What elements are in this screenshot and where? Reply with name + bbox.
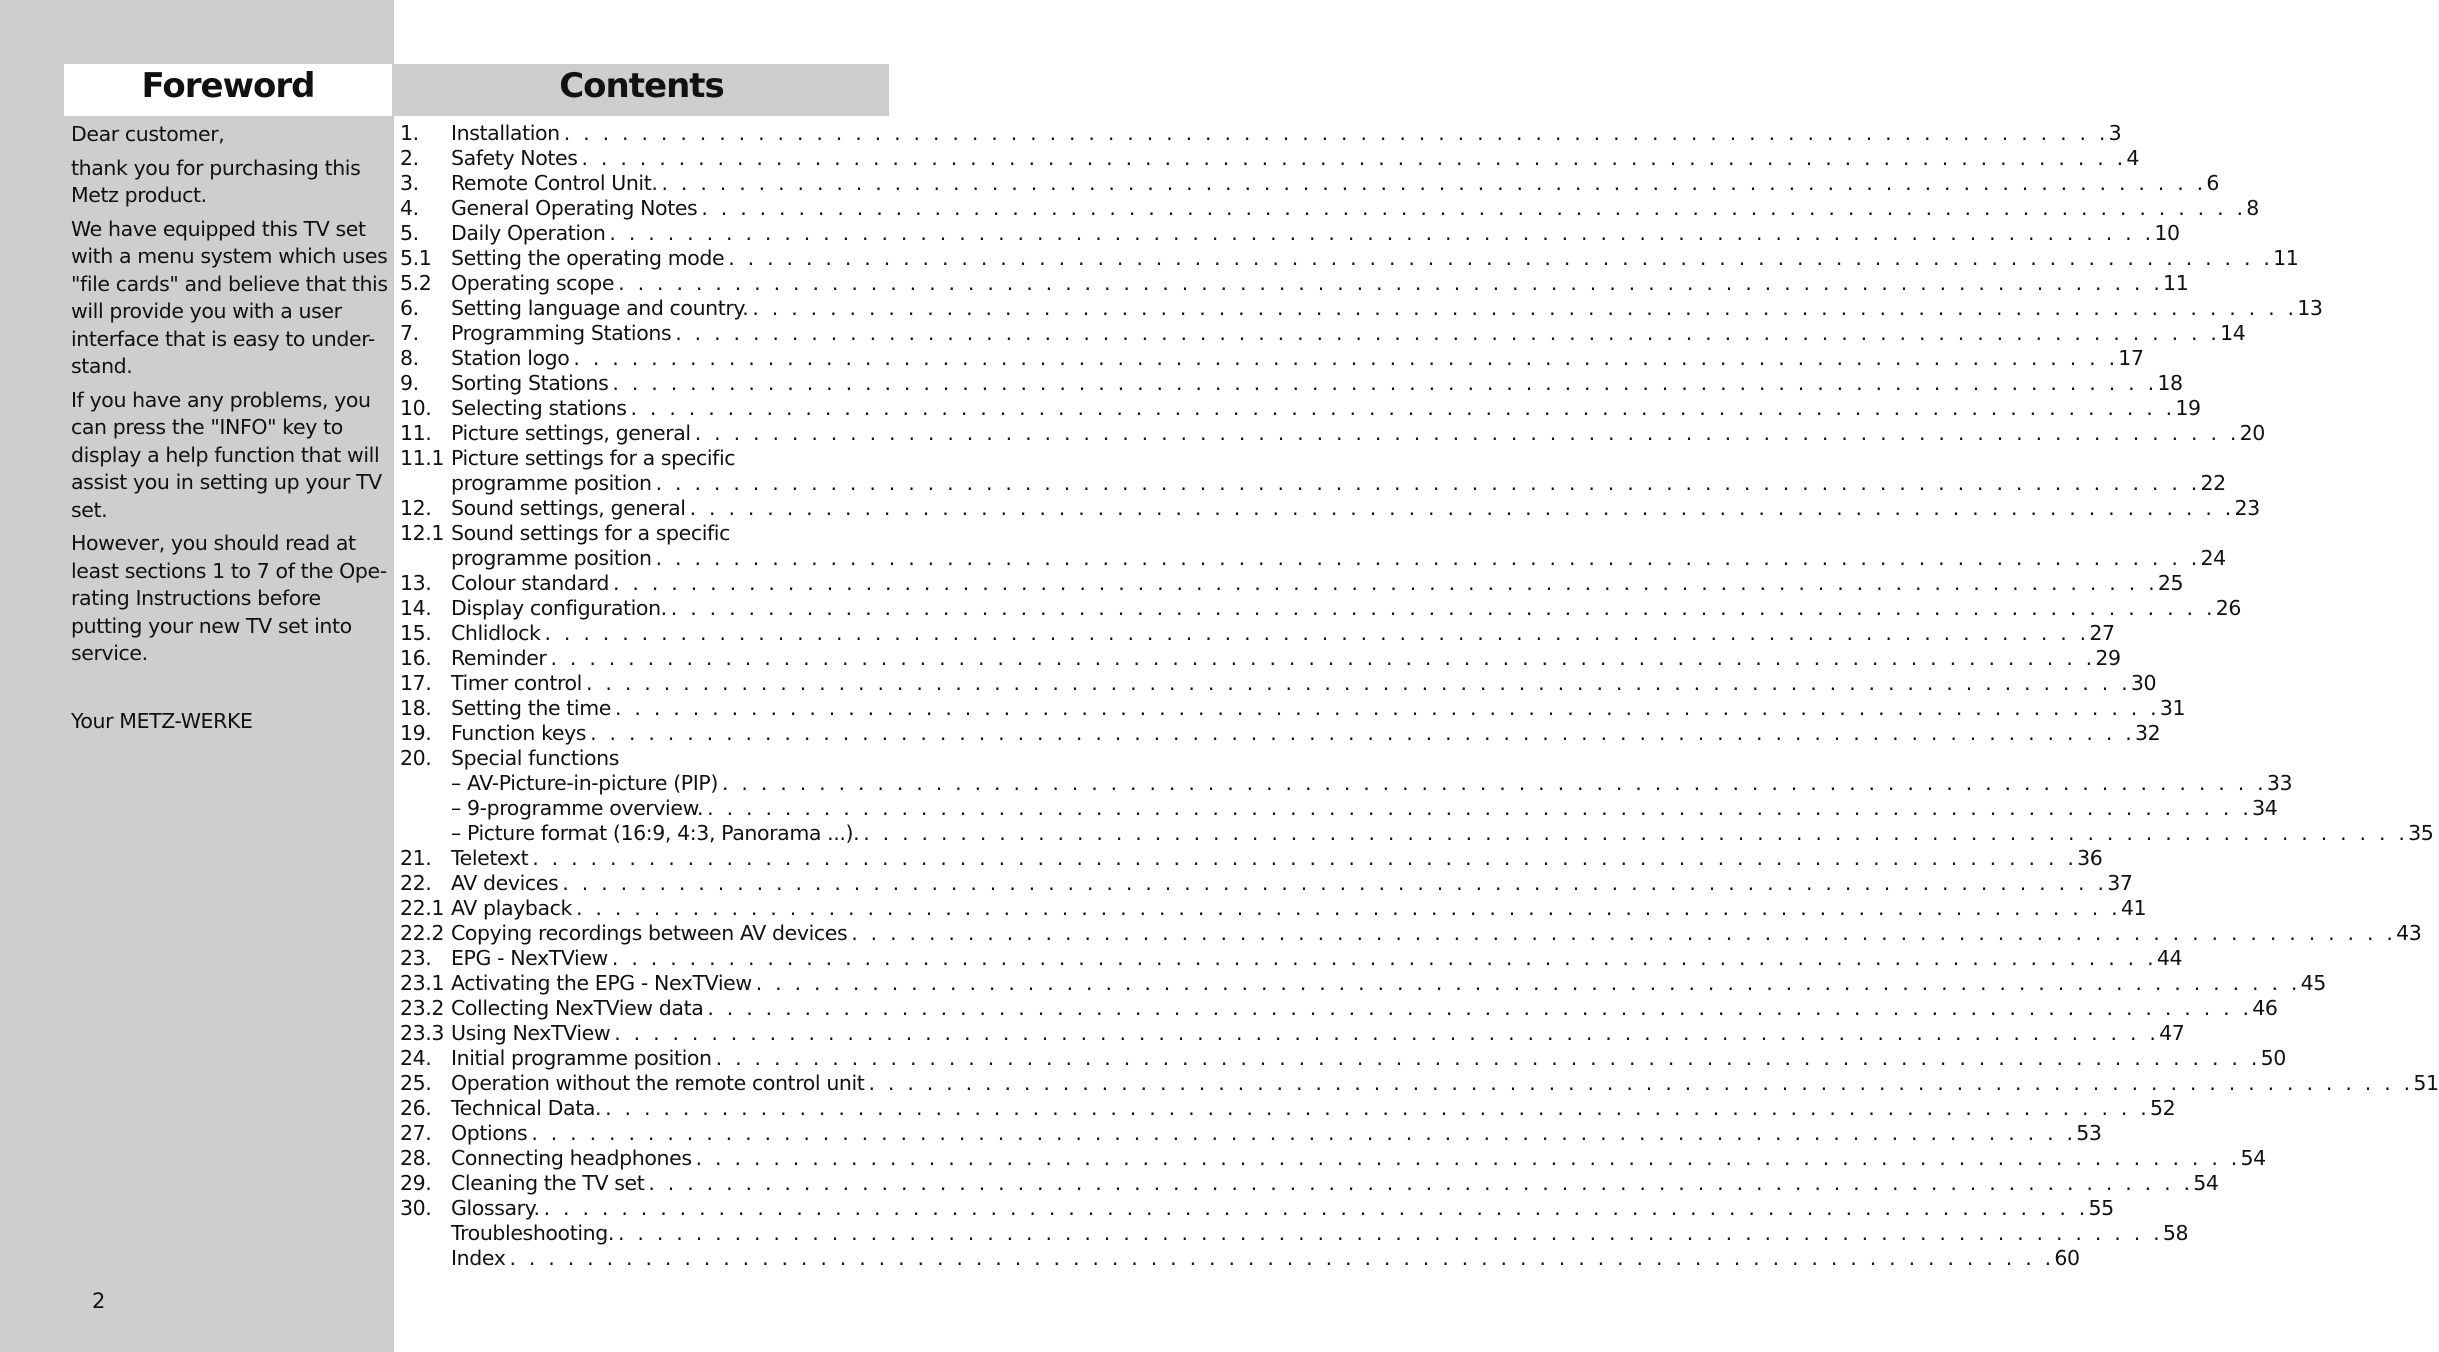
toc-entry-title: Programming Stations	[451, 321, 672, 345]
toc-entry-number: 22.2	[400, 921, 445, 945]
toc-entry-title: Copying recordings between AV devices	[451, 921, 848, 945]
toc-entry-page: 54	[2240, 1146, 2266, 1170]
toc-entry-line	[451, 596, 2241, 621]
foreword-paragraph: If you have any problems, you can press the "INFO" key to display a help function that will assist you in setting up your TV set.	[71, 387, 382, 522]
toc-entry	[400, 546, 2226, 571]
toc-entry-page: 11	[2273, 246, 2299, 270]
toc-entry-title: Remote Control Unit.	[451, 171, 658, 195]
toc-entry-page: 47	[2159, 1021, 2185, 1045]
toc-entry	[400, 796, 2278, 821]
toc-dot-leader: . . . . . . . . . . . . . . . . . . . . . . . . . . . . . . . . . . . . . . . . . . . . . . . . . . . . . . . . . . . . . . . . . . . . . . . . . . . . . . . .	[694, 421, 2240, 445]
toc-entry	[400, 271, 2189, 296]
toc-entry-title: Collecting NexTView data	[451, 996, 704, 1020]
toc-entry	[400, 996, 2278, 1021]
toc-entry-number: 13.	[400, 571, 432, 595]
toc-dot-leader: . . . . . . . . . . . . . . . . . . . . . . . . . . . . . . . . . . . . . . . . . . . . . . . . . . . . . . . . . . . . . . . . . . . . . . . . . . . . . . . .	[675, 321, 2221, 345]
toc-entry-page: 11	[2163, 271, 2189, 295]
toc-entry-line	[451, 921, 2422, 946]
toc-dot-leader: . . . . . . . . . . . . . . . . . . . . . . . . . . . . . . . . . . . . . . . . . . . . . . . . . . . . . . . . . . . . . . . . . . . . . . . . . . . . . . . .	[655, 471, 2201, 495]
toc-entry-line	[451, 1121, 2102, 1146]
toc-entry-page: 33	[2266, 771, 2293, 795]
toc-entry	[400, 121, 2122, 146]
toc-entry-page: 10	[2154, 221, 2180, 245]
toc-entry-number: 10.	[400, 396, 432, 420]
toc-entry-title: Safety Notes	[451, 146, 578, 170]
toc-entry	[400, 671, 2157, 696]
toc-entry-number: 24.	[400, 1046, 432, 1070]
toc-entry-page: 46	[2252, 996, 2278, 1020]
toc-entry-page: 44	[2156, 946, 2183, 970]
toc-entry-line	[451, 1096, 2176, 1121]
table-of-contents	[400, 121, 2439, 1271]
toc-entry-page: 6	[2206, 171, 2220, 195]
toc-entry-number: 6.	[400, 296, 419, 320]
toc-entry-line	[451, 146, 2140, 171]
toc-entry-page: 45	[2300, 971, 2326, 995]
toc-entry-page: 50	[2260, 1046, 2286, 1070]
toc-entry-line	[451, 271, 2189, 296]
toc-entry-title: Operation without the remote control unit	[451, 1071, 865, 1095]
toc-entry-number: 8.	[400, 346, 419, 370]
toc-entry-title: Daily Operation	[451, 221, 606, 245]
toc-entry-line	[451, 796, 2278, 821]
toc-entry-page: 35	[2408, 821, 2434, 845]
toc-dot-leader: . . . . . . . . . . . . . . . . . . . . . . . . . . . . . . . . . . . . . . . . . . . . . . . . . . . . . . . . . . . . . . . . . . . . . . . . . . . . . . . .	[562, 871, 2108, 895]
toc-entry	[400, 396, 2201, 421]
toc-dot-leader: . . . . . . . . . . . . . . . . . . . . . . . . . . . . . . . . . . . . . . . . . . . . . . . . . . . . . . . . . . . . . . . . . . . . . . . . . . . . . . . .	[563, 121, 2109, 145]
toc-entry-page: 27	[2089, 621, 2115, 645]
toc-entry-title: Technical Data.	[451, 1096, 602, 1120]
toc-entry	[400, 1021, 2185, 1046]
toc-dot-leader: . . . . . . . . . . . . . . . . . . . . . . . . . . . . . . . . . . . . . . . . . . . . . . . . . . . . . . . . . . . . . . . . . . . . . . . . . . . . . . . .	[695, 1146, 2241, 1170]
toc-entry-title: Initial programme position	[451, 1046, 712, 1070]
toc-dot-leader: . . . . . . . . . . . . . . . . . . . . . . . . . . . . . . . . . . . . . . . . . . . . . . . . . . . . . . . . . . . . . . . . . . . . . . . . . . . . . . . .	[615, 696, 2160, 720]
toc-dot-leader: . . . . . . . . . . . . . . . . . . . . . . . . . . . . . . . . . . . . . . . . . . . . . . . . . . . . . . . . . . . . . . . . . . . . . . . . . . . . . . . .	[531, 1121, 2077, 1145]
toc-entry-page: 26	[2215, 596, 2241, 620]
toc-entry-number: 20.	[400, 746, 432, 770]
toc-dot-leader: . . . . . . . . . . . . . . . . . . . . . . . . . . . . . . . . . . . . . . . . . . . . . . . . . . . . . . . . . . . . . . . . . . . . . . . . . . . . . . . .	[728, 246, 2274, 270]
toc-entry-line	[451, 1046, 2286, 1071]
toc-entry-number: 5.2	[400, 271, 432, 295]
toc-dot-leader: . . . . . . . . . . . . . . . . . . . . . . . . . . . . . . . . . . . . . . . . . . . . . . . . . . . . . . . . . . . . . . . . . . . . . . . . . . . . . . . .	[585, 671, 2131, 695]
toc-dot-leader: . . . . . . . . . . . . . . . . . . . . . . . . . . . . . . . . . . . . . . . . . . . . . . . . . . . . . . . . . . . . . . . . . . . . . . . . . . . . . . . .	[752, 296, 2298, 320]
toc-entry	[400, 196, 2259, 221]
toc-entry-title: Cleaning the TV set	[451, 1171, 645, 1195]
foreword-signature: Your METZ-WERKE	[71, 708, 253, 733]
toc-entry	[400, 146, 2140, 171]
toc-dot-leader: . . . . . . . . . . . . . . . . . . . . . . . . . . . . . . . . . . . . . . . . . . . . . . . . . . . . . . . . . . . . . . . . . . . . . . . . . . . . . . . .	[614, 1021, 2160, 1045]
toc-entry-page: 53	[2076, 1121, 2102, 1145]
toc-dot-leader: . . . . . . . . . . . . . . . . . . . . . . . . . . . . . . . . . . . . . . . . . . . . . . . . . . . . . . . . . . . . . . . . . . . . . . . . . . . . . . . .	[617, 1221, 2163, 1245]
toc-entry-title: EPG - NexTView	[451, 946, 608, 970]
toc-entry-number: 14.	[400, 596, 432, 620]
toc-entry	[400, 746, 872, 771]
toc-entry	[400, 1121, 2102, 1146]
toc-entry	[400, 521, 872, 546]
toc-dot-leader: . . . . . . . . . . . . . . . . . . . . . . . . . . . . . . . . . . . . . . . . . . . . . . . . . . . . . . . . . . . . . . . . . . . . . . . . . . . . . . . .	[612, 571, 2158, 595]
foreword-paragraph: Dear customer,	[71, 122, 225, 146]
toc-dot-leader: . . . . . . . . . . . . . . . . . . . . . . . . . . . . . . . . . . . . . . . . . . . . . . . . . . . . . . . . . . . . . . . . . . . . . . . . . . . . . . . .	[689, 496, 2235, 520]
toc-entry-number: 18.	[400, 696, 432, 720]
toc-entry-page: 3	[2108, 121, 2122, 145]
toc-entry-page: 34	[2252, 796, 2278, 820]
toc-entry	[400, 696, 2186, 721]
toc-dot-leader: . . . . . . . . . . . . . . . . . . . . . . . . . . . . . . . . . . . . . . . . . . . . . . . . . . . . . . . . . . . . . . . . . . . . . . . . . . . . . . . .	[611, 946, 2157, 970]
toc-entry-line	[451, 971, 2326, 996]
toc-entry-page: 58	[2162, 1221, 2189, 1245]
toc-dot-leader: . . . . . . . . . . . . . . . . . . . . . . . . . . . . . . . . . . . . . . . . . . . . . . . . . . . . . . . . . . . . . . . . . . . . . . . . . . . . . . . .	[851, 921, 2397, 945]
toc-entry-line	[451, 421, 2265, 446]
toc-entry-number: 12.	[400, 496, 432, 520]
toc-dot-leader: . . . . . . . . . . . . . . . . . . . . . . . . . . . . . . . . . . . . . . . . . . . . . . . . . . . . . . . . . . . . . . . . . . . . . . . . . . . . . . . .	[868, 1071, 2414, 1095]
toc-entry-line	[451, 1196, 2114, 1221]
toc-entry-title: Options	[451, 1121, 528, 1145]
toc-entry-number: 23.	[400, 946, 432, 970]
toc-entry-title: Chlidlock	[451, 621, 541, 645]
toc-entry-page: 20	[2239, 421, 2265, 445]
toc-entry	[400, 946, 2183, 971]
toc-entry-line	[451, 646, 2121, 671]
toc-entry	[400, 821, 2434, 846]
toc-entry-line	[451, 896, 2147, 921]
toc-entry-page: 22	[2200, 471, 2226, 495]
toc-entry-number: 16.	[400, 646, 432, 670]
toc-entry-line	[451, 346, 2144, 371]
toc-entry-number: 11.1	[400, 446, 445, 470]
toc-entry-line	[451, 1171, 2219, 1196]
toc-dot-leader: . . . . . . . . . . . . . . . . . . . . . . . . . . . . . . . . . . . . . . . . . . . . . . . . . . . . . . . . . . . . . . . . . . . . . . . . . . . . . . . .	[532, 846, 2078, 870]
toc-dot-leader: . . . . . . . . . . . . . . . . . . . . . . . . . . . . . . . . . . . . . . . . . . . . . . . . . . . . . . . . . . . . . . . . . . . . . . . . . . . . . . . .	[543, 1196, 2089, 1220]
toc-entry-number: 3.	[400, 171, 419, 195]
toc-entry-number: 28.	[400, 1146, 432, 1170]
toc-entry	[400, 1196, 2114, 1221]
toc-entry-line	[451, 471, 2226, 496]
toc-entry	[400, 296, 2323, 321]
toc-entry-line	[451, 171, 2220, 196]
toc-entry	[400, 846, 2103, 871]
toc-entry-title: Picture settings for a specific	[451, 446, 736, 470]
toc-entry-line	[451, 396, 2201, 421]
toc-entry-line	[451, 621, 2115, 646]
toc-entry-title: Sorting Stations	[451, 371, 609, 395]
toc-entry-line	[451, 1071, 2439, 1096]
toc-dot-leader: . . . . . . . . . . . . . . . . . . . . . . . . . . . . . . . . . . . . . . . . . . . . . . . . . . . . . . . . . . . . . . . . . . . . . . . . . . . . . . . .	[573, 346, 2119, 370]
toc-entry	[400, 596, 2241, 621]
toc-entry-page: 17	[2118, 346, 2144, 370]
toc-entry-page: 51	[2413, 1071, 2439, 1095]
toc-entry-title: AV playback	[451, 896, 572, 920]
toc-entry-title: Reminder	[451, 646, 547, 670]
toc-entry	[400, 446, 872, 471]
toc-entry-title: Operating scope	[451, 271, 615, 295]
toc-entry-number: 1.	[400, 121, 419, 145]
toc-entry	[400, 1171, 2219, 1196]
toc-entry-number: 12.1	[400, 521, 445, 545]
toc-entry-line	[451, 846, 2103, 871]
spacer	[71, 674, 389, 708]
toc-dot-leader: . . . . . . . . . . . . . . . . . . . . . . . . . . . . . . . . . . . . . . . . . . . . . . . . . . . . . . . . . . . . . . . . . . . . . . . . . . . . . . . .	[701, 196, 2247, 220]
toc-entry-page: 60	[2054, 1246, 2080, 1270]
toc-entry-number: 11.	[400, 421, 432, 445]
foreword-paragraph: We have equipped this TV set with a menu system which uses "file cards" and believe that this will provide you with a user interface that is easy to under-stand.	[71, 216, 388, 378]
toc-entry-line	[451, 321, 2246, 346]
toc-entry	[400, 721, 2161, 746]
toc-entry	[400, 896, 2147, 921]
toc-entry-line	[451, 446, 870, 471]
toc-entry-title: Setting language and country.	[451, 296, 749, 320]
toc-entry-number: 29.	[400, 1171, 432, 1195]
toc-entry-line	[451, 296, 2323, 321]
toc-entry-line	[451, 571, 2184, 596]
toc-entry-page: 23	[2234, 496, 2260, 520]
toc-entry-title: Sound settings for a specific	[451, 521, 730, 545]
toc-entry-number: 15.	[400, 621, 432, 645]
toc-entry-title: AV devices	[451, 871, 559, 895]
toc-entry-page: 25	[2157, 571, 2184, 595]
foreword-paragraph: However, you should read at least sections 1 to 7 of the Ope-rating Instructions before putting your new TV set into service.	[71, 531, 387, 665]
toc-entry-line	[451, 546, 2226, 571]
toc-entry-title: programme position	[451, 471, 652, 495]
toc-dot-leader: . . . . . . . . . . . . . . . . . . . . . . . . . . . . . . . . . . . . . . . . . . . . . . . . . . . . . . . . . . . . . . . . . . . . . . . . . . . . . . . .	[715, 1046, 2261, 1070]
toc-entry-line	[451, 1021, 2185, 1046]
toc-entry-title: – AV-Picture-in-picture (PIP)	[451, 771, 718, 795]
toc-entry-number: 19.	[400, 721, 432, 745]
toc-entry	[400, 421, 2265, 446]
toc-entry	[400, 321, 2246, 346]
toc-entry-line	[451, 1146, 2266, 1171]
toc-entry-line	[451, 871, 2133, 896]
foreword-body	[71, 121, 389, 741]
toc-entry-number: 21.	[400, 846, 432, 870]
toc-entry-title: Colour standard	[451, 571, 609, 595]
toc-entry-line	[451, 746, 870, 771]
toc-entry	[400, 771, 2293, 796]
toc-entry-title: Index	[451, 1246, 506, 1270]
toc-entry-line	[451, 771, 2293, 796]
toc-entry-page: 55	[2088, 1196, 2114, 1220]
toc-dot-leader: . . . . . . . . . . . . . . . . . . . . . . . . . . . . . . . . . . . . . . . . . . . . . . . . . . . . . . . . . . . . . . . . . . . . . . . . . . . . . . . .	[544, 621, 2090, 645]
toc-entry-title: Setting the operating mode	[451, 246, 725, 270]
toc-entry-number: 17.	[400, 671, 432, 695]
toc-entry-page: 52	[2150, 1096, 2176, 1120]
toc-entry	[400, 221, 2180, 246]
toc-entry-line	[451, 246, 2299, 271]
toc-entry-line	[451, 121, 2122, 146]
toc-entry-page: 54	[2193, 1171, 2219, 1195]
toc-entry	[400, 471, 2226, 496]
toc-entry-page: 31	[2159, 696, 2186, 720]
foreword-heading: Foreword	[64, 64, 392, 116]
toc-dot-leader: . . . . . . . . . . . . . . . . . . . . . . . . . . . . . . . . . . . . . . . . . . . . . . . . . . . . . . . . . . . . . . . . . . . . . . . . . . . . . . . .	[670, 596, 2216, 620]
toc-entry-page: 4	[2126, 146, 2140, 170]
toc-entry-number: 2.	[400, 146, 419, 170]
toc-dot-leader: . . . . . . . . . . . . . . . . . . . . . . . . . . . . . . . . . . . . . . . . . . . . . . . . . . . . . . . . . . . . . . . . . . . . . . . . . . . . . . . .	[612, 371, 2158, 395]
toc-entry-number: 22.	[400, 871, 432, 895]
toc-entry	[400, 571, 2184, 596]
toc-dot-leader: . . . . . . . . . . . . . . . . . . . . . . . . . . . . . . . . . . . . . . . . . . . . . . . . . . . . . . . . . . . . . . . . . . . . . . . . . . . . . . . .	[550, 646, 2096, 670]
toc-entry-title: Sound settings, general	[451, 496, 686, 520]
toc-entry-title: Setting the time	[451, 696, 611, 720]
toc-entry-title: Connecting headphones	[451, 1146, 692, 1170]
toc-entry-page: 37	[2107, 871, 2133, 895]
toc-entry-title: – 9-programme overview.	[451, 796, 704, 820]
toc-dot-leader: . . . . . . . . . . . . . . . . . . . . . . . . . . . . . . . . . . . . . . . . . . . . . . . . . . . . . . . . . . . . . . . . . . . . . . . . . . . . . . . .	[618, 271, 2164, 295]
toc-entry-title: Installation	[451, 121, 560, 145]
contents-heading: Contents	[394, 64, 889, 116]
toc-dot-leader: . . . . . . . . . . . . . . . . . . . . . . . . . . . . . . . . . . . . . . . . . . . . . . . . . . . . . . . . . . . . . . . . . . . . . . . . . . . . . . . .	[630, 396, 2176, 420]
toc-entry	[400, 371, 2183, 396]
toc-entry-page: 18	[2157, 371, 2183, 395]
foreword-paragraph: thank you for purchasing this Metz product.	[71, 155, 361, 207]
toc-entry-page: 32	[2134, 721, 2161, 745]
toc-entry-page: 43	[2396, 921, 2422, 945]
toc-dot-leader: . . . . . . . . . . . . . . . . . . . . . . . . . . . . . . . . . . . . . . . . . . . . . . . . . . . . . . . . . . . . . . . . . . . . . . . . . . . . . . . .	[863, 821, 2409, 845]
toc-entry-title: Timer control	[451, 671, 582, 695]
toc-entry	[400, 921, 2422, 946]
toc-entry-page: 19	[2175, 396, 2201, 420]
toc-entry	[400, 1096, 2176, 1121]
toc-entry	[400, 171, 2220, 196]
toc-entry-page: 13	[2297, 296, 2323, 320]
toc-entry-title: Glossary.	[451, 1196, 540, 1220]
toc-entry-line	[451, 521, 870, 546]
toc-dot-leader: . . . . . . . . . . . . . . . . . . . . . . . . . . . . . . . . . . . . . . . . . . . . . . . . . . . . . . . . . . . . . . . . . . . . . . . . . . . . . . . .	[661, 171, 2207, 195]
toc-dot-leader: . . . . . . . . . . . . . . . . . . . . . . . . . . . . . . . . . . . . . . . . . . . . . . . . . . . . . . . . . . . . . . . . . . . . . . . . . . . . . . . .	[648, 1171, 2194, 1195]
toc-dot-leader: . . . . . . . . . . . . . . . . . . . . . . . . . . . . . . . . . . . . . . . . . . . . . . . . . . . . . . . . . . . . . . . . . . . . . . . . . . . . . . . .	[605, 1096, 2151, 1120]
toc-entry	[400, 1246, 2080, 1271]
toc-dot-leader: . . . . . . . . . . . . . . . . . . . . . . . . . . . . . . . . . . . . . . . . . . . . . . . . . . . . . . . . . . . . . . . . . . . . . . . . . . . . . . . .	[609, 221, 2155, 245]
toc-entry	[400, 871, 2133, 896]
toc-entry-line	[451, 496, 2260, 521]
toc-entry	[400, 1221, 2189, 1246]
toc-entry	[400, 346, 2144, 371]
toc-entry-line	[451, 1246, 2080, 1271]
toc-entry-title: programme position	[451, 546, 652, 570]
toc-dot-leader: . . . . . . . . . . . . . . . . . . . . . . . . . . . . . . . . . . . . . . . . . . . . . . . . . . . . . . . . . . . . . . . . . . . . . . . . . . . . . . . .	[575, 896, 2121, 920]
toc-entry-title: Picture settings, general	[451, 421, 691, 445]
toc-entry	[400, 621, 2115, 646]
toc-entry-page: 14	[2220, 321, 2246, 345]
toc-entry-page: 36	[2077, 846, 2103, 870]
toc-entry-page: 8	[2246, 196, 2259, 220]
toc-entry-line	[451, 996, 2278, 1021]
toc-dot-leader: . . . . . . . . . . . . . . . . . . . . . . . . . . . . . . . . . . . . . . . . . . . . . . . . . . . . . . . . . . . . . . . . . . . . . . . . . . . . . . . .	[721, 771, 2267, 795]
toc-entry-line	[451, 946, 2183, 971]
toc-entry-title: Function keys	[451, 721, 587, 745]
toc-entry-page: 41	[2120, 896, 2147, 920]
toc-entry-number: 4.	[400, 196, 419, 220]
toc-entry-number: 5.	[400, 221, 419, 245]
toc-entry-title: Selecting stations	[451, 396, 627, 420]
toc-entry	[400, 1046, 2286, 1071]
toc-entry-number: 23.2	[400, 996, 445, 1020]
toc-entry-title: Special functions	[451, 746, 620, 770]
toc-entry-line	[451, 221, 2180, 246]
page-number: 2	[92, 1289, 106, 1313]
toc-entry-line	[451, 196, 2259, 221]
toc-entry-line	[451, 696, 2186, 721]
toc-entry-page: 24	[2200, 546, 2226, 570]
toc-entry	[400, 1146, 2266, 1171]
toc-entry-number: 23.3	[400, 1021, 445, 1045]
toc-entry-number: 7.	[400, 321, 419, 345]
toc-entry-line	[451, 671, 2157, 696]
toc-entry-line	[451, 821, 2434, 846]
toc-entry	[400, 646, 2121, 671]
toc-entry-title: Teletext	[451, 846, 529, 870]
toc-entry	[400, 246, 2299, 271]
toc-dot-leader: . . . . . . . . . . . . . . . . . . . . . . . . . . . . . . . . . . . . . . . . . . . . . . . . . . . . . . . . . . . . . . . . . . . . . . . . . . . . . . . .	[707, 796, 2253, 820]
toc-entry-page: 29	[2095, 646, 2121, 670]
toc-dot-leader: . . . . . . . . . . . . . . . . . . . . . . . . . . . . . . . . . . . . . . . . . . . . . . . . . . . . . . . . . . . . . . . . . . . . . . . . . . . . . . . .	[655, 546, 2201, 570]
toc-dot-leader: . . . . . . . . . . . . . . . . . . . . . . . . . . . . . . . . . . . . . . . . . . . . . . . . . . . . . . . . . . . . . . . . . . . . . . . . . . . . . . . .	[707, 996, 2253, 1020]
toc-entry-title: Using NexTView	[451, 1021, 611, 1045]
toc-dot-leader: . . . . . . . . . . . . . . . . . . . . . . . . . . . . . . . . . . . . . . . . . . . . . . . . . . . . . . . . . . . . . . . . . . . . . . . . . . . . . . . .	[581, 146, 2127, 170]
toc-dot-leader: . . . . . . . . . . . . . . . . . . . . . . . . . . . . . . . . . . . . . . . . . . . . . . . . . . . . . . . . . . . . . . . . . . . . . . . . . . . . . . . .	[755, 971, 2301, 995]
toc-entry-page: 30	[2130, 671, 2157, 695]
toc-entry	[400, 1071, 2439, 1096]
toc-entry	[400, 496, 2260, 521]
toc-entry-number: 25.	[400, 1071, 432, 1095]
toc-entry	[400, 971, 2326, 996]
toc-entry-title: General Operating Notes	[451, 196, 698, 220]
toc-entry-title: Troubleshooting.	[451, 1221, 614, 1245]
toc-entry-title: Display configuration.	[451, 596, 667, 620]
toc-entry-number: 9.	[400, 371, 419, 395]
toc-entry-line	[451, 371, 2183, 396]
toc-dot-leader: . . . . . . . . . . . . . . . . . . . . . . . . . . . . . . . . . . . . . . . . . . . . . . . . . . . . . . . . . . . . . . . . . . . . . . . . . . . . . . . .	[590, 721, 2135, 745]
toc-entry-title: – Picture format (16:9, 4:3, Panorama ...).	[451, 821, 860, 845]
toc-entry-number: 22.1	[400, 896, 445, 920]
toc-entry-line	[451, 721, 2161, 746]
toc-entry-title: Activating the EPG - NexTView	[451, 971, 752, 995]
toc-entry-number: 30.	[400, 1196, 432, 1220]
toc-entry-title: Station logo	[451, 346, 570, 370]
toc-entry-number: 5.1	[400, 246, 432, 270]
toc-entry-number: 26.	[400, 1096, 432, 1120]
toc-entry-number: 23.1	[400, 971, 445, 995]
toc-dot-leader: . . . . . . . . . . . . . . . . . . . . . . . . . . . . . . . . . . . . . . . . . . . . . . . . . . . . . . . . . . . . . . . . . . . . . . . . . . . . . . . .	[509, 1246, 2055, 1270]
toc-entry-line	[451, 1221, 2189, 1246]
toc-entry-number: 27.	[400, 1121, 432, 1145]
